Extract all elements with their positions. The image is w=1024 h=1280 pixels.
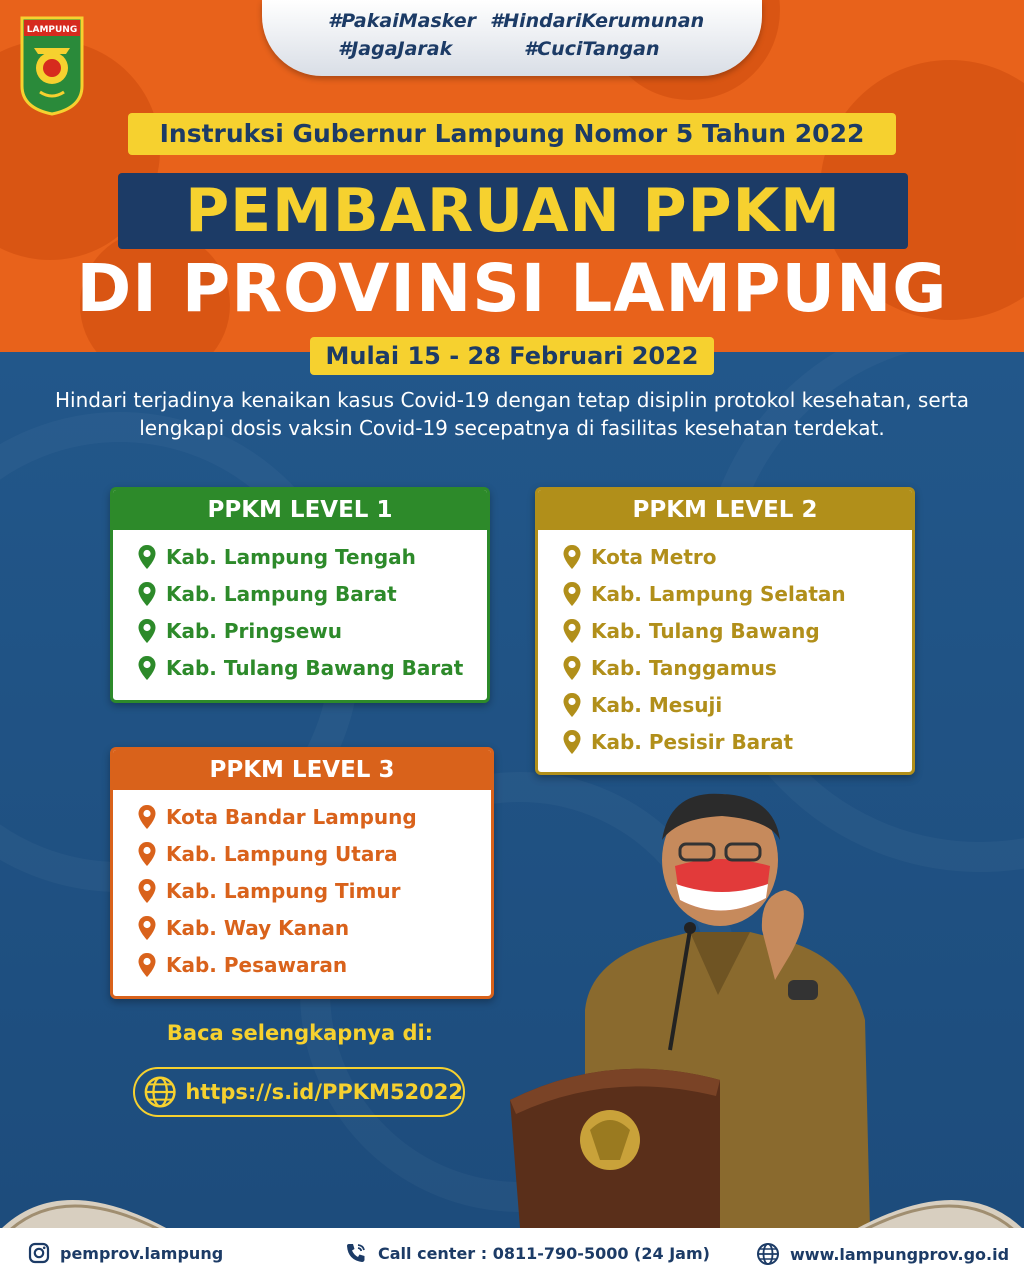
lampung-logo	[20, 16, 84, 116]
globe-icon	[143, 1074, 177, 1110]
level-3-title: PPKM LEVEL 3	[113, 750, 491, 790]
page-subtitle: DI PROVINSI LAMPUNG	[76, 250, 948, 327]
level-3-list	[113, 790, 491, 987]
hashtag-hindari-kerumunan: #HindariKerumunan	[490, 10, 705, 32]
list-item: Kab. Pringsewu	[137, 616, 487, 653]
location-pin-icon	[562, 729, 582, 755]
page-title: PEMBARUAN PPKM	[118, 173, 908, 249]
list-item: Kab. Way Kanan	[137, 913, 491, 950]
location-pin-icon	[562, 581, 582, 607]
level-2-title: PPKM LEVEL 2	[538, 490, 912, 530]
location-pin-icon	[137, 581, 157, 607]
ppkm-level-3-card	[110, 747, 494, 999]
date-range-badge: Mulai 15 - 28 Februari 2022	[310, 337, 714, 375]
location-pin-icon	[137, 544, 157, 570]
globe-icon	[756, 1242, 780, 1266]
read-more-label: Baca selengkapnya di:	[166, 1021, 434, 1045]
location-pin-icon	[137, 841, 157, 867]
hashtag-banner	[262, 0, 762, 76]
list-item: Kota Metro	[562, 542, 912, 579]
instruction-label: Instruksi Gubernur Lampung Nomor 5 Tahun 2022	[128, 113, 896, 155]
location-pin-icon	[562, 618, 582, 644]
location-pin-icon	[137, 878, 157, 904]
intro-text: Hindari terjadinya kenaikan kasus Covid-19 dengan tetap disiplin protokol kesehatan, serta lengkapi dosis vaksin Covid-19 secepatnya di fasilitas kesehatan terdekat.	[55, 388, 969, 440]
hashtag-jaga-jarak: #JagaJarak	[338, 38, 453, 60]
list-item: Kab. Tanggamus	[562, 653, 912, 690]
list-item: Kab. Lampung Tengah	[137, 542, 487, 579]
location-pin-icon	[137, 804, 157, 830]
location-pin-icon	[562, 655, 582, 681]
footer	[0, 1228, 1024, 1280]
list-item: Kab. Pesawaran	[137, 950, 491, 987]
ppkm-level-1-card	[110, 487, 490, 703]
location-pin-icon	[562, 544, 582, 570]
level-2-list	[538, 530, 912, 764]
list-item: Kab. Lampung Utara	[137, 839, 491, 876]
source-link[interactable]	[133, 1067, 465, 1117]
hashtag-pakai-masker: #PakaiMasker	[328, 10, 476, 32]
location-pin-icon	[562, 692, 582, 718]
ppkm-level-2-card	[535, 487, 915, 775]
link-text[interactable]: https://s.id/PPKM52022	[185, 1080, 463, 1104]
list-item: Kota Bandar Lampung	[137, 802, 491, 839]
footer-call-center[interactable]: Call center : 0811-790-5000 (24 Jam)	[344, 1242, 710, 1264]
list-item: Kab. Tulang Bawang	[562, 616, 912, 653]
location-pin-icon	[137, 952, 157, 978]
list-item: Kab. Lampung Selatan	[562, 579, 912, 616]
list-item: Kab. Tulang Bawang Barat	[137, 653, 487, 690]
list-item: Kab. Lampung Timur	[137, 876, 491, 913]
hashtag-cuci-tangan: #CuciTangan	[524, 38, 660, 60]
logo-text: LAMPUNG	[26, 25, 78, 35]
location-pin-icon	[137, 655, 157, 681]
list-item: Kab. Pesisir Barat	[562, 727, 912, 764]
level-1-list	[113, 530, 487, 690]
governor-photo	[490, 780, 920, 1228]
location-pin-icon	[137, 915, 157, 941]
ornament-left-icon	[0, 1170, 170, 1230]
location-pin-icon	[137, 618, 157, 644]
level-1-title: PPKM LEVEL 1	[113, 490, 487, 530]
footer-instagram[interactable]: pemprov.lampung	[28, 1242, 223, 1264]
footer-website[interactable]: www.lampungprov.go.id	[756, 1242, 1009, 1266]
ornament-right-icon	[854, 1170, 1024, 1230]
instagram-icon	[28, 1242, 50, 1264]
phone-icon	[344, 1242, 368, 1264]
list-item: Kab. Lampung Barat	[137, 579, 487, 616]
list-item: Kab. Mesuji	[562, 690, 912, 727]
